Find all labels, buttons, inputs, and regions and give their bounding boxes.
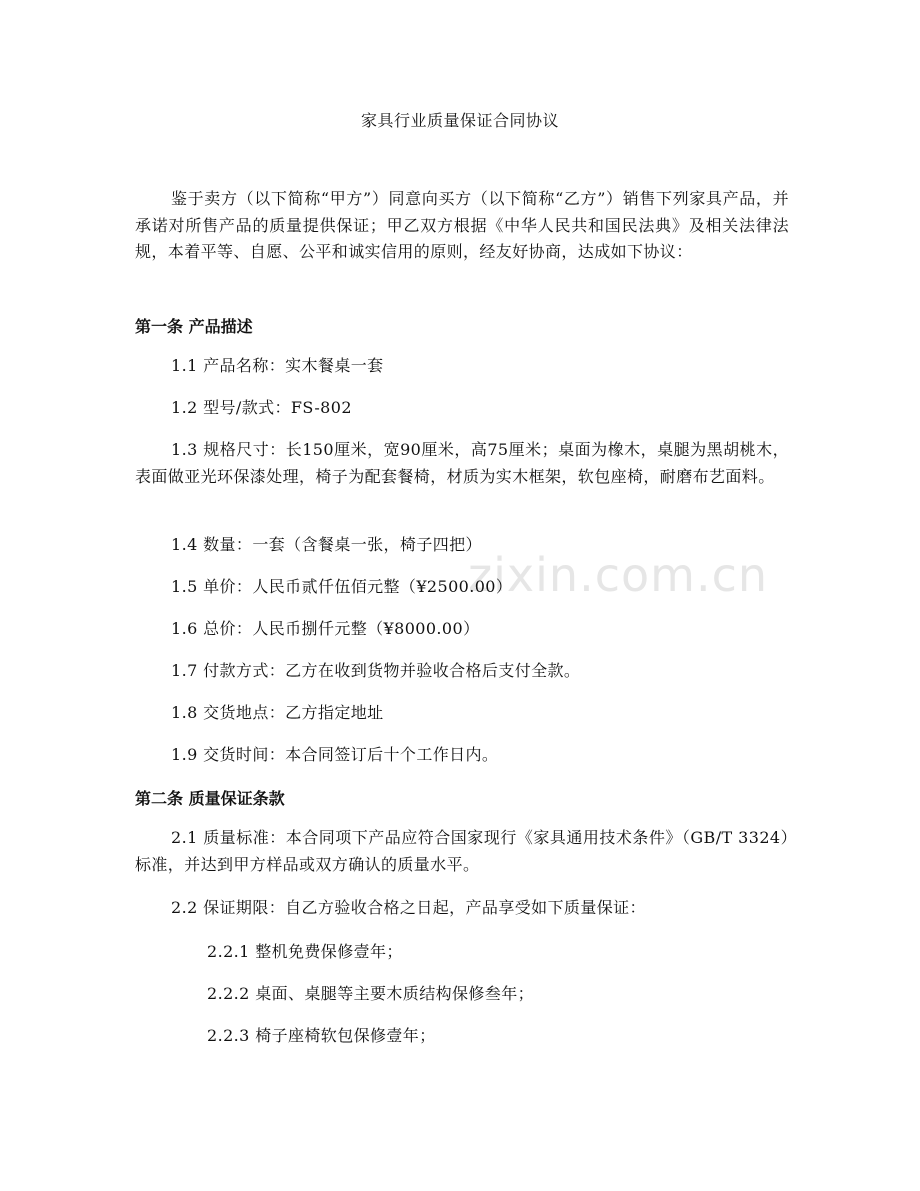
- clause-1-7: 1.7 付款方式：乙方在收到货物并验收合格后支付全款。: [171, 661, 581, 680]
- clause-1-5: 1.5 单价：人民币贰仟伍佰元整（¥2500.00）: [171, 577, 513, 596]
- clause-2-2-1: 2.2.1 整机免费保修壹年；: [207, 942, 403, 961]
- clause-2-2: 2.2 保证期限：自乙方验收合格之日起，产品享受如下质量保证：: [171, 898, 646, 917]
- watermark: zixin.com.cn: [468, 548, 769, 602]
- clause-1-4: 1.4 数量：一套（含餐桌一张，椅子四把）: [171, 535, 482, 554]
- clause-2-1: 2.1 质量标准：本合同项下产品应符合国家现行《家具通用技术条件》（GB/T 3324）标准，并达到甲方样品或双方确认的质量水平。: [135, 828, 789, 874]
- clause-1-9: 1.9 交货时间：本合同签订后十个工作日内。: [171, 745, 499, 764]
- clause-1-8: 1.8 交货地点：乙方指定地址: [171, 703, 384, 722]
- intro-paragraph: 鉴于卖方（以下简称“甲方”）同意向买方（以下简称“乙方”）销售下列家具产品，并承诺对所售产品的质量提供保证；甲乙双方根据《中华人民共和国民法典》及相关法律法规，本着平等、自愿、公平和诚实信用的原则，经友好协商，达成如下协议：: [135, 189, 789, 261]
- clause-2-2-3: 2.2.3 椅子座椅软包保修壹年；: [207, 1026, 436, 1045]
- clause-1-3: 1.3 规格尺寸：长150厘米，宽90厘米，高75厘米；桌面为橡木，桌腿为黑胡桃木，表面做亚光环保漆处理，椅子为配套餐椅，材质为实木框架，软包座椅，耐磨布艺面料。: [135, 440, 789, 486]
- clause-1-1: 1.1 产品名称：实木餐桌一套: [171, 356, 384, 375]
- document-title: 家具行业质量保证合同协议: [360, 111, 559, 130]
- clause-1-6: 1.6 总价：人民币捌仟元整（¥8000.00）: [171, 619, 480, 638]
- clause-2-2-2: 2.2.2 桌面、桌腿等主要木质结构保修叁年；: [207, 984, 534, 1003]
- clause-1-2: 1.2 型号/款式：FS-802: [171, 398, 352, 417]
- section-2-heading: 第二条 质量保证条款: [135, 789, 285, 808]
- section-1-heading: 第一条 产品描述: [135, 317, 253, 336]
